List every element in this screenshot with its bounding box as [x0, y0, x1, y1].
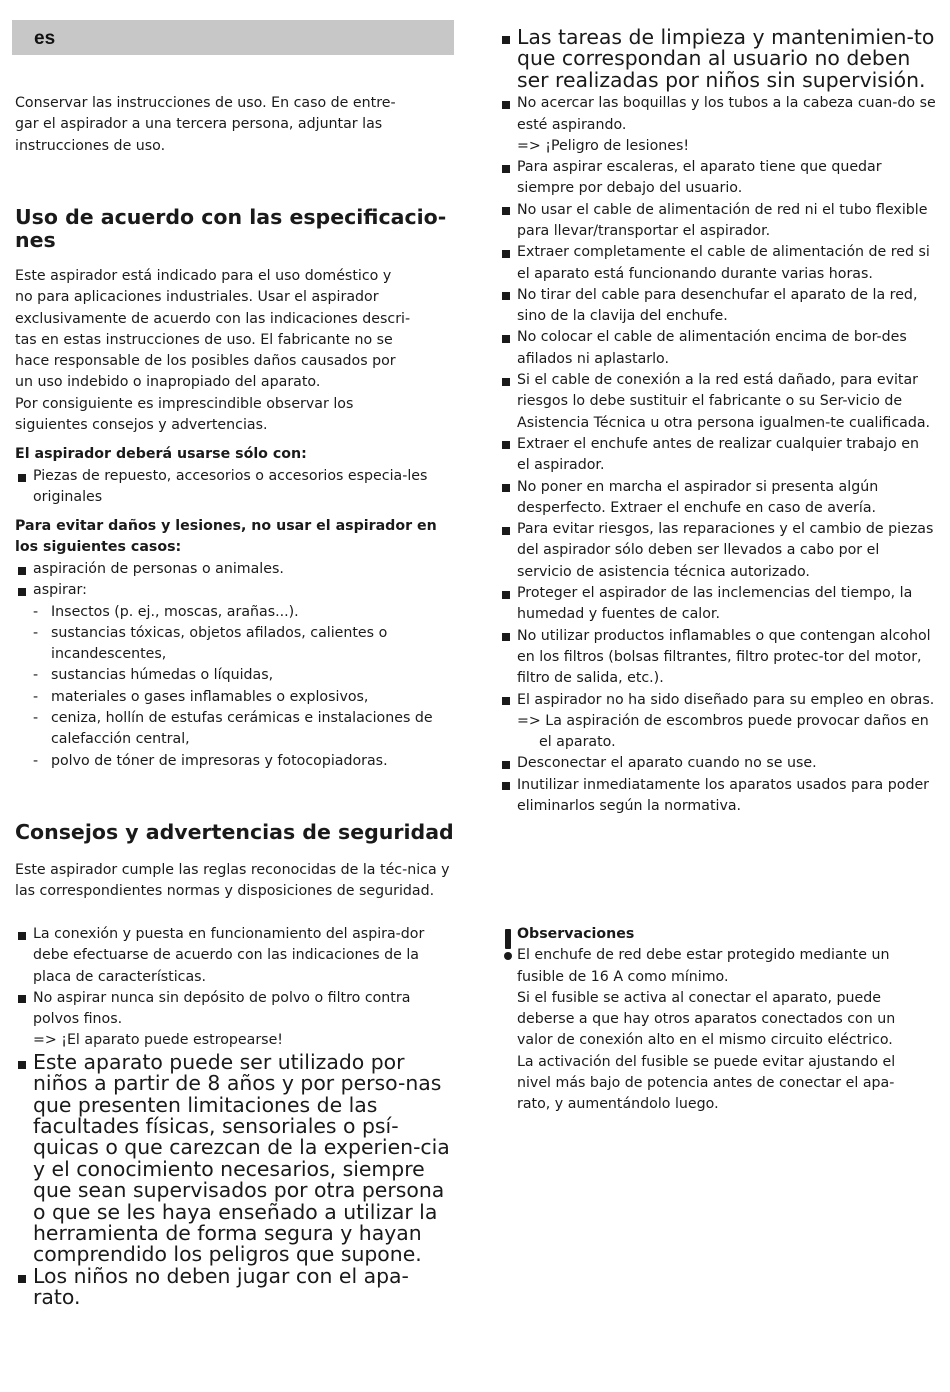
para-line: no para aplicaciones industriales. Usar el aspirador	[15, 289, 379, 306]
list-item: Desconectar el aparato cuando no se use.	[499, 753, 936, 774]
section-title-usage	[15, 206, 455, 252]
para-line: un uso indebido o inapropiado del aparato.	[15, 374, 321, 391]
list-item: Extraer el enchufe antes de realizar cualquier trabajo en el aspirador.	[499, 434, 936, 477]
safety-paragraph: Este aspirador cumple las reglas reconocidas de la téc-nica y las correspondientes normas y disposiciones de seguridad.	[15, 862, 450, 900]
title-line: nes	[15, 228, 56, 252]
usage-paragraph	[15, 266, 455, 436]
para-line: siguientes consejos y advertencias.	[15, 417, 268, 434]
language-header-bar	[12, 20, 454, 55]
use-only-heading: El aspirador deberá usarse sólo con:	[15, 446, 307, 462]
sub-list-item: - materiales o gases inflamables o explosivos,	[15, 687, 455, 708]
sub-list-item: - ceniza, hollín de estufas cerámicas e instalaciones de calefacción central,	[15, 708, 455, 751]
observaciones-block	[517, 924, 937, 1116]
list-item: aspiración de personas o animales.	[15, 559, 455, 580]
para-line: tas en estas instrucciones de uso. El fabricante no se	[15, 331, 393, 348]
note-injury: => ¡Peligro de lesiones!	[517, 137, 690, 154]
list-item: No colocar el cable de alimentación encima de bor-des afilados ni aplastarlo.	[499, 327, 936, 370]
list-item: Para evitar riesgos, las reparaciones y el cambio de piezas del aspirador sólo deben ser llevados a cabo por el servicio de asistencia técnica autorizado.	[499, 519, 936, 583]
list-item: El aspirador no ha sido diseñado para su empleo en obras.	[499, 690, 936, 711]
list-item: Para aspirar escaleras, el aparato tiene que quedar siempre por debajo del usuario.	[499, 157, 936, 200]
exclamation-icon	[502, 927, 514, 963]
list-item: La conexión y puesta en funcionamiento del aspira-dor debe efectuarse de acuerdo con las indicaciones de la placa de características.	[15, 924, 455, 988]
list-item: Si el cable de conexión a la red está dañado, para evitar riesgos lo debe sustituir el fabricante o su Ser-vicio de Asistencia Técnica u otra persona igualmen-te cualificada.	[499, 370, 936, 434]
obs-line: deberse a que hay otros aparatos conectados con un	[517, 1011, 896, 1028]
obs-line: La activación del fusible se puede evitar ajustando el	[517, 1053, 896, 1070]
avoid-heading: Para evitar daños y lesiones, no usar el aspirador en los siguientes casos:	[15, 518, 437, 556]
obs-line: nivel más bajo de potencia antes de conectar el apa-	[517, 1075, 895, 1092]
list-item: aspirar:	[15, 580, 455, 601]
para-line: hace responsable de los posibles daños causados por	[15, 353, 396, 370]
intro-paragraph	[15, 93, 455, 157]
list-item: No tirar del cable para desenchufar el aparato de la red, sino de la clavija del enchufe.	[499, 285, 936, 328]
observaciones-title: Observaciones	[517, 926, 635, 942]
intro-line: Conservar las instrucciones de uso. En caso de entre-	[15, 95, 396, 111]
list-item: Extraer completamente el cable de alimentación de red si el aparato está funcionando durante varias horas.	[499, 242, 936, 285]
list-item: No usar el cable de alimentación de red ni el tubo flexible para llevar/transportar el aspirador.	[499, 200, 936, 243]
list-item-large: Este aparato puede ser utilizado por niños a partir de 8 años y por perso-nas que presenten limitaciones de las facultades físicas, sensoriales o psí-quicas o que carezcan de la experien-cia y el conocimiento necesarios, siempre que sean supervisados por otra persona o que se les haya enseñado a utilizar la herramienta de forma segura y hayan comprendido los peligros que supone.	[15, 1052, 455, 1266]
list-item: Proteger el aspirador de las inclemencias del tiempo, la humedad y fuentes de calor.	[499, 583, 936, 626]
sub-list-item: - polvo de tóner de impresoras y fotocopiadoras.	[15, 751, 455, 772]
obs-line: El enchufe de red debe estar protegido mediante un	[517, 947, 890, 964]
list-item: No poner en marcha el aspirador si presenta algún desperfecto. Extraer el enchufe en caso de avería.	[499, 477, 936, 520]
note-debris: => La aspiración de escombros puede provocar daños en el aparato.	[517, 712, 929, 751]
note-damage: => ¡El aparato puede estropearse!	[33, 1032, 283, 1049]
list-item: Inutilizar inmediatamente los aparatos usados para poder eliminarlos según la normativa.	[499, 775, 936, 818]
sub-list-item: - Insectos (p. ej., moscas, arañas...).	[15, 602, 455, 623]
obs-line: valor de conexión alto en el mismo circuito eléctrico.	[517, 1032, 893, 1049]
obs-line: rato, y aumentándolo luego.	[517, 1096, 719, 1113]
safety-list-left	[15, 924, 455, 1309]
intro-line: instrucciones de uso.	[15, 137, 166, 154]
section-title-safety: Consejos y advertencias de seguridad	[15, 820, 454, 844]
use-only-item: Piezas de repuesto, accesorios o accesorios especia-les originales	[15, 466, 455, 509]
language-code: es	[34, 28, 56, 49]
list-item-large: Los niños no deben jugar con el apa-rato.	[15, 1266, 455, 1309]
avoid-list	[15, 559, 455, 772]
obs-line: fusible de 16 A como mínimo.	[517, 968, 729, 985]
para-line: exclusivamente de acuerdo con las indicaciones descri-	[15, 310, 411, 327]
para-line: Por consiguiente es imprescindible observar los	[15, 395, 354, 412]
safety-list-right	[499, 27, 936, 817]
title-line: Uso de acuerdo con las especificacio-	[15, 205, 447, 229]
sub-list-item: - sustancias húmedas o líquidas,	[15, 665, 455, 686]
list-item: No aspirar nunca sin depósito de polvo o filtro contra polvos finos.	[15, 988, 455, 1031]
obs-line: Si el fusible se activa al conectar el aparato, puede	[517, 989, 881, 1006]
list-item: No utilizar productos inflamables o que contengan alcohol en los filtros (bolsas filtrantes, filtro protec-tor del motor, filtro de salida, etc.).	[499, 626, 936, 690]
sub-list-item: - sustancias tóxicas, objetos afilados, calientes o incandescentes,	[15, 623, 455, 666]
intro-line: gar el aspirador a una tercera persona, adjuntar las	[15, 116, 383, 133]
para-line: Este aspirador está indicado para el uso doméstico y	[15, 268, 392, 284]
list-item: No acercar las boquillas y los tubos a la cabeza cuan-do se esté aspirando.	[499, 93, 936, 136]
list-item-large: Las tareas de limpieza y mantenimien-to que correspondan al usuario no deben ser realizadas por niños sin supervisión.	[499, 27, 936, 91]
